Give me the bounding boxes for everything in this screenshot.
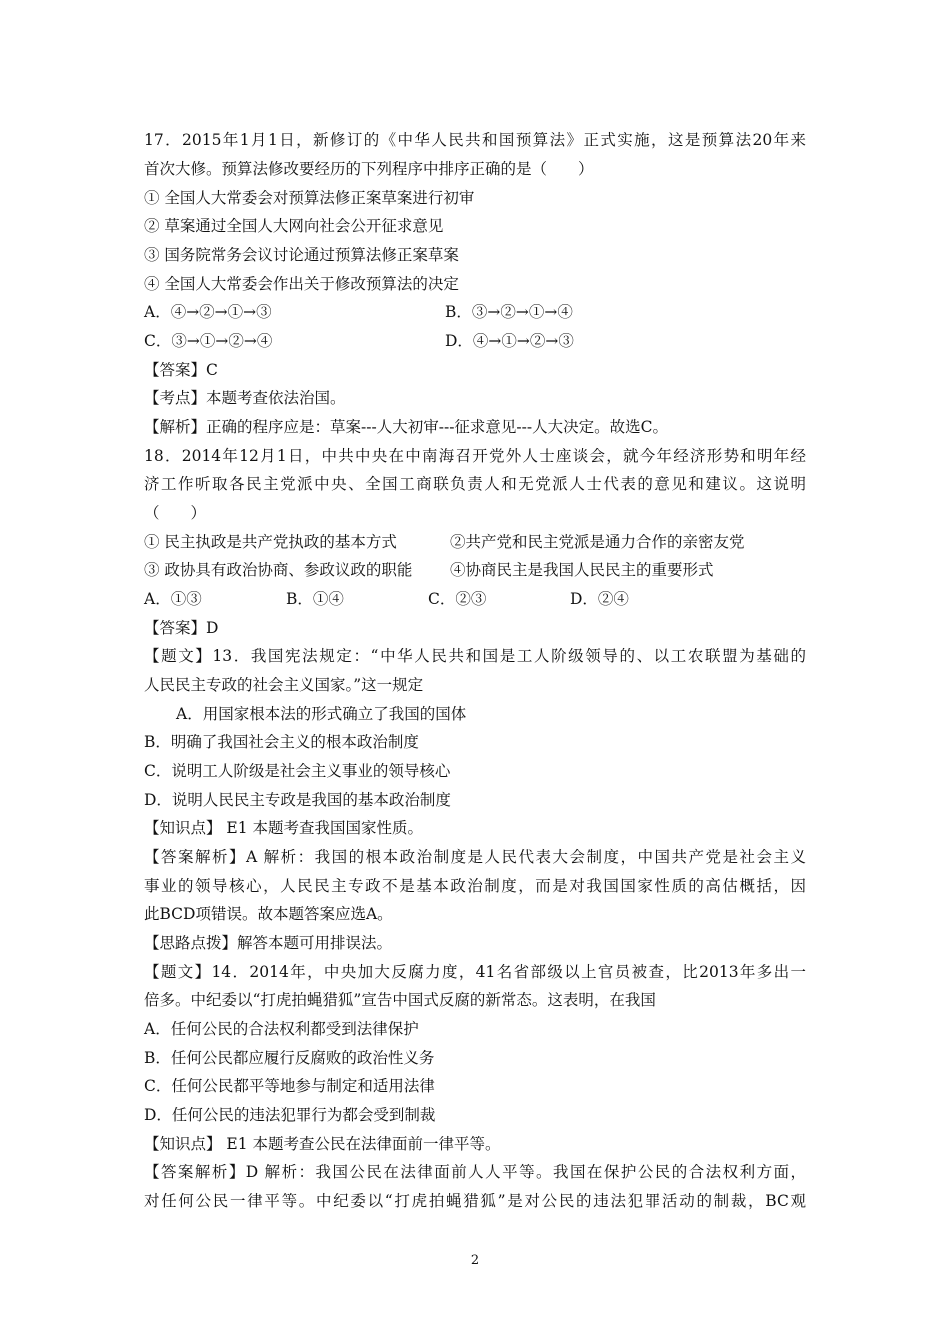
q17-answer: 【答案】C (144, 361, 218, 379)
q17-item-1: ① 全国人大常委会对预算法修正案草案进行初审 (144, 189, 475, 207)
q13-option-c: C．说明工人阶级是社会主义事业的领导核心 (144, 762, 451, 780)
q18-answer: 【答案】D (144, 619, 219, 637)
q14-option-d: D．任何公民的违法犯罪行为都会受到制裁 (144, 1106, 436, 1124)
q14-knowledge-point: 【知识点】 E1 本题考查公民在法律面前一律平等。 (144, 1135, 501, 1153)
q17-option-d: D．④→①→②→③ (445, 332, 574, 350)
q18-stem-line-1: 18．2014年12月1日，中共中央在中南海召开党外人士座谈会，就今年经济形势和明年经 (144, 447, 806, 465)
q14-stem-line-2: 倍多。中纪委以“打虎拍蝇猎狐”宣告中国式反腐的新常态。这表明，在我国 (144, 991, 656, 1009)
q13-option-a: A．用国家根本法的形式确立了我国的国体 (176, 705, 467, 723)
q18-item-4: ④协商民主是我国人民民主的重要形式 (450, 561, 714, 579)
q17-stem-line-2: 首次大修。预算法修改要经历的下列程序中排序正确的是（ ） (144, 160, 594, 178)
q17-option-b: B．③→②→①→④ (445, 303, 573, 321)
q17-point: 【考点】本题考查依法治国。 (144, 389, 346, 407)
q17-stem-line-1: 17．2015年1月1日，新修订的《中华人民共和国预算法》正式实施，这是预算法20年来 (144, 131, 806, 149)
q18-item-3: ③ 政协具有政治协商、参政议政的职能 (144, 561, 413, 579)
q18-option-b: B．①④ (286, 590, 344, 608)
q18-option-c: C．②③ (428, 590, 487, 608)
q14-option-a: A．任何公民的合法权利都受到法律保护 (144, 1020, 419, 1038)
q18-stem-line-3: （ ） (144, 504, 207, 522)
q17-option-c: C．③→①→②→④ (144, 332, 273, 350)
q13-tip: 【思路点拨】解答本题可用排误法。 (144, 934, 393, 952)
page-number: 2 (470, 1253, 480, 1268)
q17-item-4: ④ 全国人大常委会作出关于修改预算法的决定 (144, 275, 459, 293)
q18-item-1: ① 民主执政是共产党执政的基本方式 (144, 533, 397, 551)
q14-stem-line-1: 【题文】14．2014年，中央加大反腐力度，41名省部级以上官员被查，比2013年多出一 (144, 963, 806, 981)
q17-item-2: ② 草案通过全国人大网向社会公开征求意见 (144, 217, 444, 235)
q18-item-2: ②共产党和民主党派是通力合作的亲密友党 (450, 533, 745, 551)
q13-stem-line-2: 人民民主专政的社会主义国家。”这一规定 (144, 676, 424, 694)
q18-option-d: D．②④ (570, 590, 629, 608)
q14-analysis-line-2: 对任何公民一律平等。中纪委以“打虎拍蝇猎狐”是对公民的违法犯罪活动的制裁，BC观 (144, 1192, 806, 1210)
q13-knowledge-point: 【知识点】 E1 本题考查我国国家性质。 (144, 819, 424, 837)
q13-analysis-line-2: 事业的领导核心，人民民主专政不是基本政治制度，而是对我国国家性质的高估概括，因 (144, 877, 806, 895)
q18-option-a: A．①③ (144, 590, 202, 608)
q17-analysis: 【解析】正确的程序应是：草案---人大初审---征求意见---人大决定。故选C。 (144, 418, 668, 436)
q13-stem-line-1: 【题文】13．我国宪法规定：“中华人民共和国是工人阶级领导的、以工农联盟为基础的 (144, 647, 806, 665)
q14-option-c: C．任何公民都平等地参与制定和适用法律 (144, 1077, 435, 1095)
q14-analysis-line-1: 【答案解析】D 解析：我国公民在法律面前人人平等。我国在保护公民的合法权利方面， (144, 1163, 806, 1181)
q13-option-b: B．明确了我国社会主义的根本政治制度 (144, 733, 419, 751)
q17-item-3: ③ 国务院常务会议讨论通过预算法修正案草案 (144, 246, 459, 264)
q14-option-b: B．任何公民都应履行反腐败的政治性义务 (144, 1049, 435, 1067)
q13-analysis-line-3: 此BCD项错误。故本题答案应选A。 (144, 905, 393, 923)
q13-option-d: D．说明人民民主专政是我国的基本政治制度 (144, 791, 451, 809)
q17-option-a: A．④→②→①→③ (144, 303, 272, 321)
q13-analysis-line-1: 【答案解析】A 解析：我国的根本政治制度是人民代表大会制度，中国共产党是社会主义 (144, 848, 806, 866)
q18-stem-line-2: 济工作听取各民主党派中央、全国工商联负责人和无党派人士代表的意见和建议。这说明 (144, 475, 806, 493)
